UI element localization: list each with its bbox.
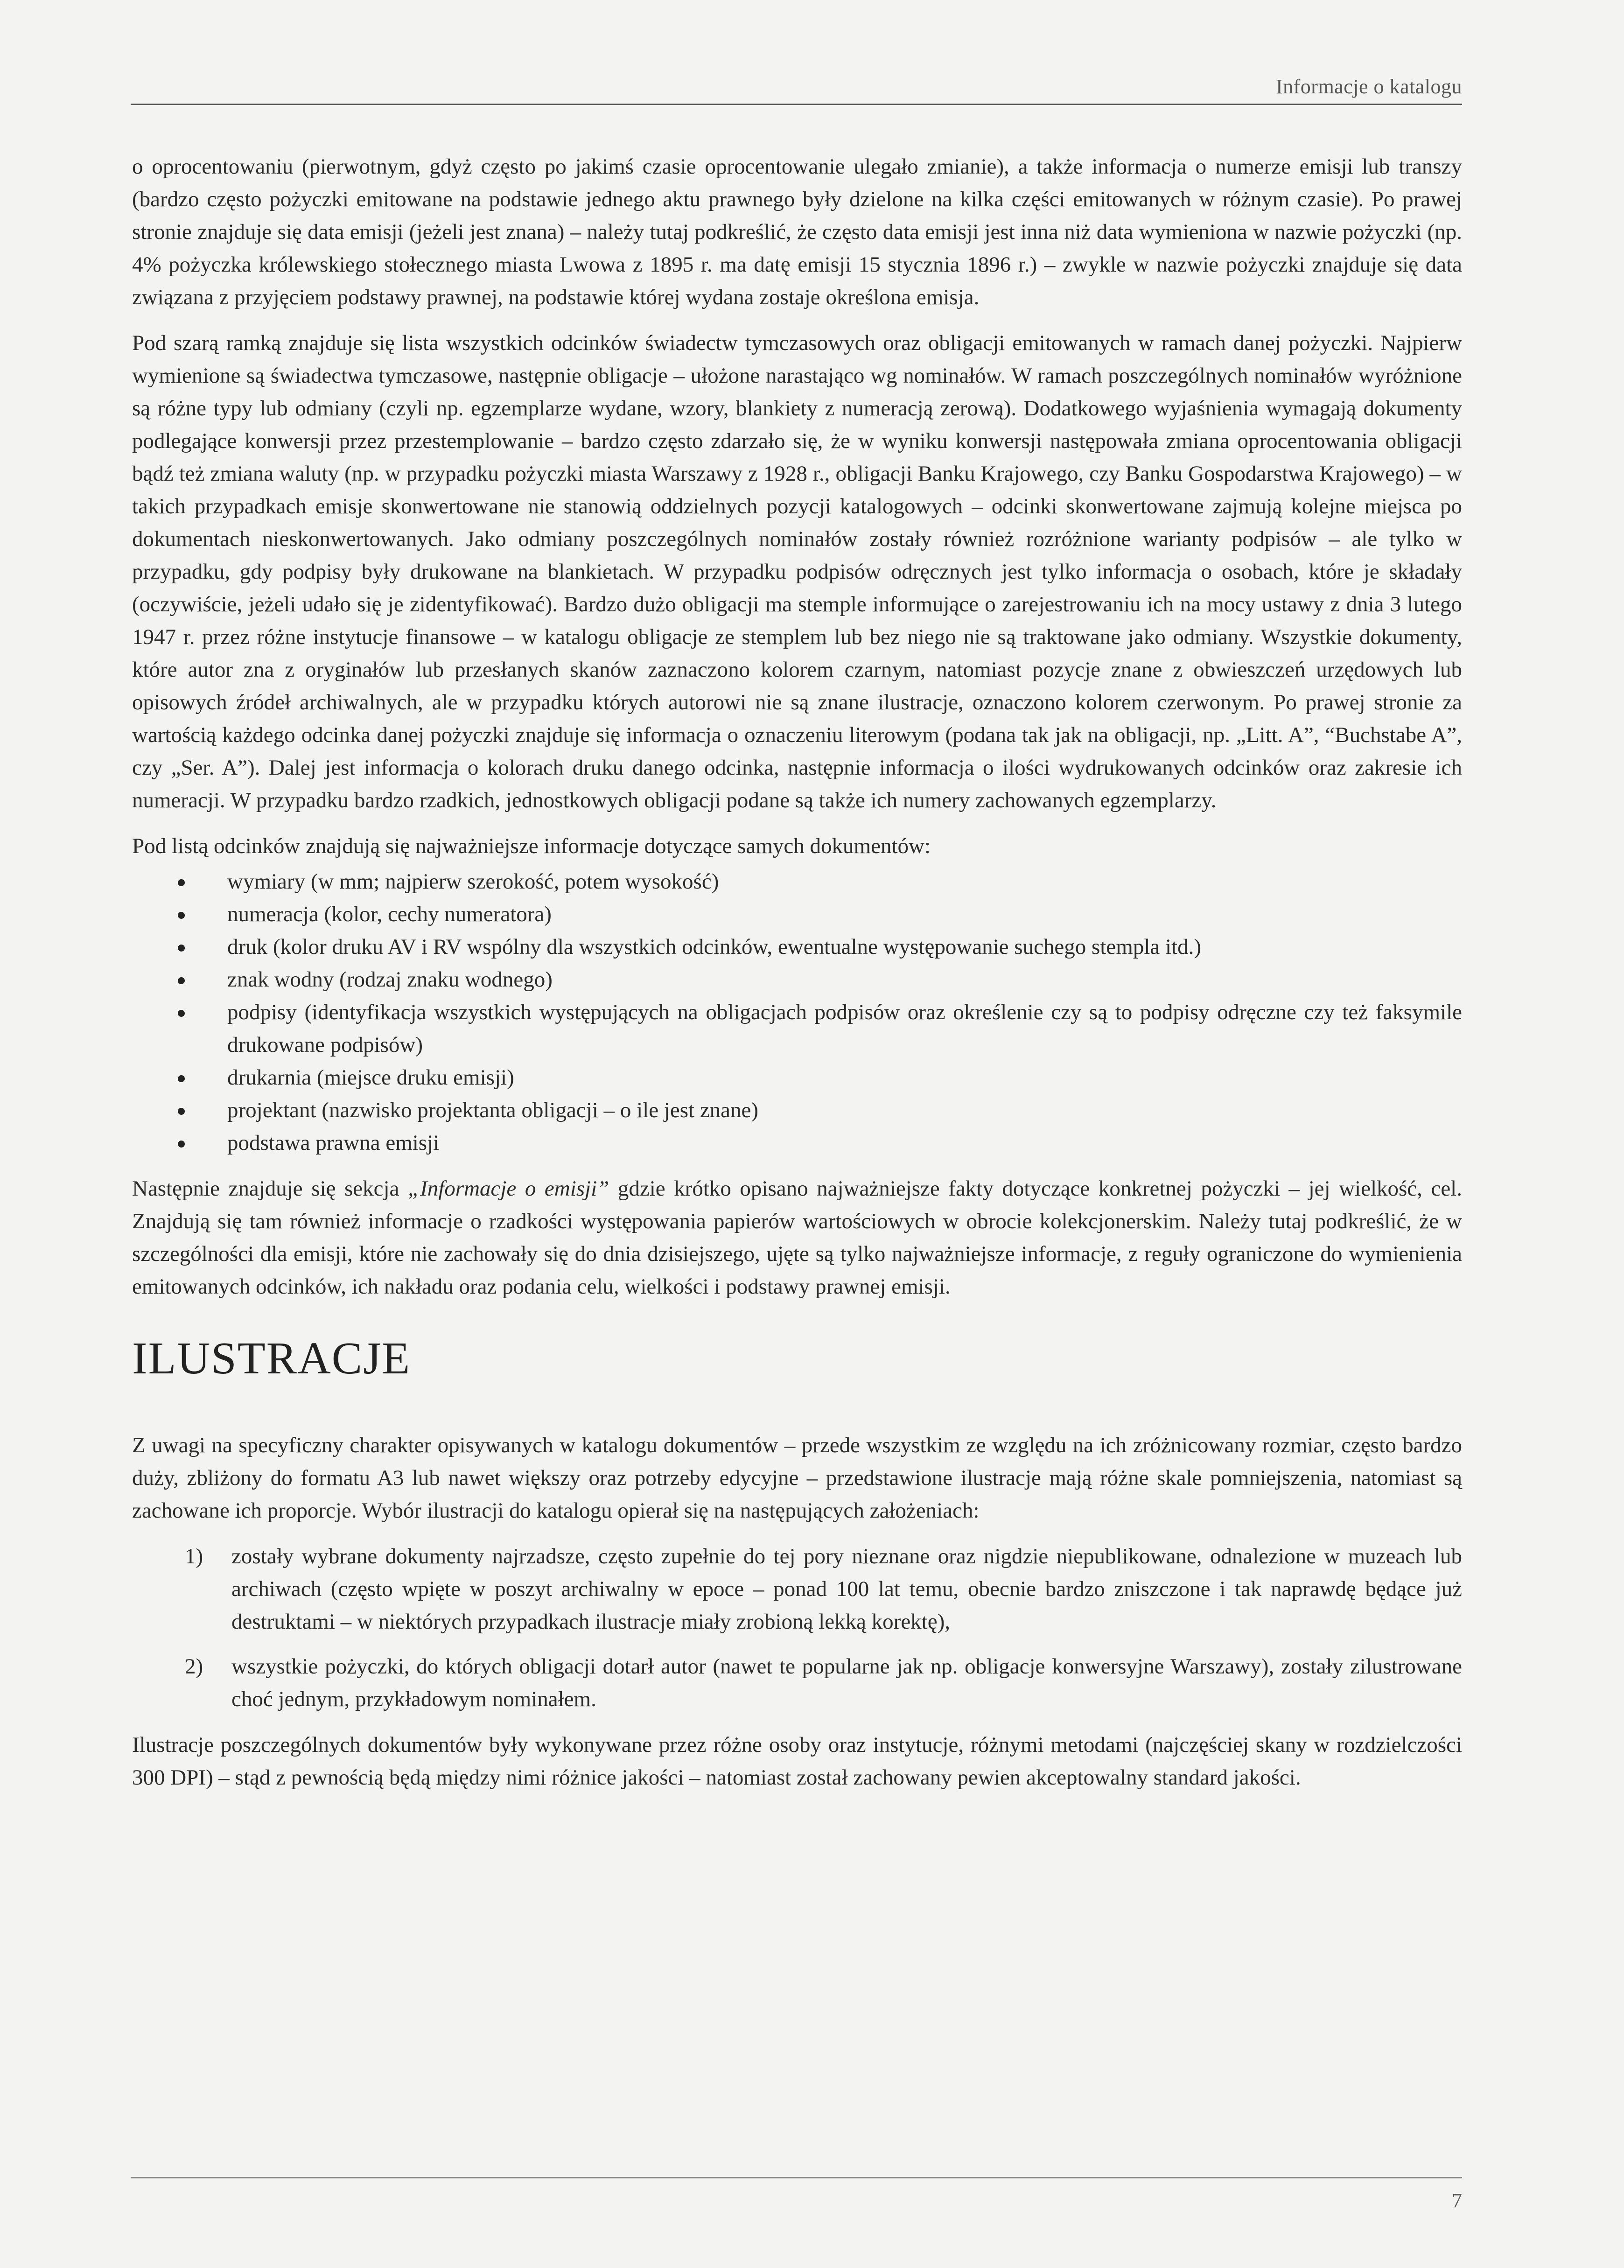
paragraph-sekcja-informacje [132, 1172, 1462, 1303]
paragraph-closing: Ilustracje poszczególnych dokumentów były wykonywane przez różne osoby oraz instytucje, różnymi metodami (najczęściej skany w rozdzielczości 300 DPI) – stąd z pewnością będą między nimi różnice jakości – natomiast został zachowany pewien akceptowalny standard jakości. [132, 1733, 1462, 1790]
sekcja-text-after: gdzie krótko opisano najważniejsze fakty dotyczące konkretnej pożyczki – jej wielkość, cel. Znajdują się tam również informacje o rzadkości występowania papierów wartościowych w obrocie kolekcjonerskim. Należy tutaj podkreślić, że w szczególności dla emisji, które nie zachowały się do dnia dzisiejszego, ujęte są tylko najważniejsze informacje, z reguły ograniczone do wymienienia emitowanych odcinków, ich nakładu oraz podania celu, wielkości i podstawy prawnej emisji. [132, 1176, 1462, 1299]
page-body [132, 150, 1462, 1807]
sekcja-title-italic: „Informacje o emisji” [407, 1176, 609, 1201]
header-rule [131, 104, 1462, 105]
paragraph-list-intro: Pod listą odcinków znajdują się najważniejsze informacje dotyczące samych dokumentów: [132, 834, 931, 858]
list-item [132, 1540, 1462, 1638]
section-heading: ILUSTRACJE [132, 1333, 411, 1384]
paragraph-odcinki-list: Pod szarą ramką znajduje się lista wszystkich odcinków świadectw tymczasowych oraz obligacji emitowanych w ramach danej pożyczki. Najpierw wymienione są świadectwa tymczasowe, następnie obligacje – ułożone narastająco wg nominałów. W ramach poszczególnych nominałów wyróżnione są różne typy lub odmiany (czyli np. egzemplarze wydane, wzory, blankiety z numeracją zerową). Dodatkowego wyjaśnienia wymagają dokumenty podlegające konwersji przez przestemplowanie – bardzo często zdarzało się, że w wyniku konwersji następowała zmiana oprocentowania obligacji bądź też zmiana waluty (np. w przypadku pożyczki miasta Warszawy z 1928 r., obligacji Banku Krajowego, czy Banku Gospodarstwa Krajowego) – w takich przypadkach emisje skonwertowane nie stanowią oddzielnych pozycji katalogowych – odcinki skonwertowane zajmują kolejne miejsca po dokumentach nieskonwertowanych. Jako odmiany poszczególnych nominałów zostały również rozróżnione warianty podpisów – ale tylko w przypadku, gdy podpisy były drukowane na blankietach. W przypadku podpisów odręcznych jest tylko informacja o osobach, które je składały (oczywiście, jeżeli udało się je zidentyfikować). Bardzo dużo obligacji ma stemple informujące o zarejestrowaniu ich na mocy ustawy z dnia 3 lutego 1947 r. przez różne instytucje finansowe – w katalogu obligacje ze stemplem lub bez niego nie są traktowane jako odmiany. Wszystkie dokumenty, które autor zna z oryginałów lub przesłanych skanów zaznaczono kolorem czarnym, natomiast pozycje znane z obwieszczeń urzędowych lub opisowych źródeł archiwalnych, ale w przypadku których autorowi nie są znane ilustracje, oznaczono kolorem czerwonym. Po prawej stronie za wartością każdego odcinka danej pożyczki znajduje się informacja o oznaczeniu literowym (podana tak jak na obligacji, np. „Litt. A”, “Buchstabe A”, czy „Ser. A”). Dalej jest informacja o kolorach druku danego odcinka, następnie informacja o ilości wydrukowanych odcinków oraz zakresie ich numeracji. W przypadku bardzo rzadkich, jednostkowych obligacji podane są także ich numery zachowanych egzemplarzy. [132, 331, 1462, 812]
list-item: druk (kolor druku AV i RV wspólny dla wszystkich odcinków, ewentualne występowanie suchego stempla itd.) [132, 931, 1462, 963]
sekcja-text-before: Następnie znajduje się sekcja [132, 1176, 408, 1201]
paragraph-emission-date: o oprocentowaniu (pierwotnym, gdyż często po jakimś czasie oprocentowanie ulegało zmianie), a także informacja o numerze emisji lub transzy (bardzo często pożyczki emitowane na podstawie jednego aktu prawnego były dzielone na kilka części emitowanych w różnym czasie). Po prawej stronie znajduje się data emisji (jeżeli jest znana) – należy tutaj podkreślić, że często data emisji jest inna niż data wymieniona w nazwie pożyczki (np. 4% pożyczka królewskiego stołecznego miasta Lwowa z 1895 r. ma datę emisji 15 stycznia 1896 r.) – zwykle w nazwie pożyczki znajduje się data związana z przyjęciem podstawy prawnej, na podstawie której wydana zostaje określona emisja. [132, 154, 1462, 309]
item-text: zostały wybrane dokumenty najrzadsze, często zupełnie do tej pory nieznane oraz nigdzie niepublikowane, odnalezione w muzeach lub archiwach (często wpięte w poszyt archiwalny w epoce – ponad 100 lat temu, obecnie bardzo zniszczone i tak naprawdę będące już destruktami – w niektórych przypadkach ilustracje miały zrobioną lekką korektę), [231, 1544, 1462, 1634]
list-item [132, 1650, 1462, 1715]
item-number: 1) [185, 1544, 203, 1568]
document-info-list [132, 865, 1462, 1159]
list-item: projektant (nazwisko projektanta obligacji – o ile jest znane) [132, 1094, 1462, 1127]
footer-rule [131, 2177, 1462, 2178]
list-item: wymiary (w mm; najpierw szerokość, potem wysokość) [132, 865, 1462, 898]
item-number: 2) [185, 1654, 203, 1679]
illustration-criteria-list [132, 1540, 1462, 1715]
list-item: numeracja (kolor, cechy numeratora) [132, 898, 1462, 931]
running-header: Informacje o katalogu [1275, 75, 1462, 98]
paragraph-illustrations-intro: Z uwagi na specyficzny charakter opisywanych w katalogu dokumentów – przede wszystkim ze względu na ich zróżnicowany rozmiar, często bardzo duży, zbliżony do formatu A3 lub nawet większy oraz potrzeby edycyjne – przedstawione ilustracje mają różne skale pomniejszenia, natomiast są zachowane ich proporcje. Wybór ilustracji do katalogu opierał się na następujących założeniach: [132, 1433, 1462, 1523]
list-item: drukarnia (miejsce druku emisji) [132, 1061, 1462, 1094]
page-number: 7 [1452, 2189, 1462, 2212]
list-item: podpisy (identyfikacja wszystkich występujących na obligacjach podpisów oraz określenie czy są to podpisy odręczne czy też faksymile drukowane podpisów) [132, 996, 1462, 1061]
list-item: podstawa prawna emisji [132, 1127, 1462, 1159]
item-text: wszystkie pożyczki, do których obligacji dotarł autor (nawet te popularne jak np. obligacje konwersyjne Warszawy), zostały zilustrowane choć jednym, przykładowym nominałem. [231, 1654, 1462, 1711]
list-item: znak wodny (rodzaj znaku wodnego) [132, 963, 1462, 996]
